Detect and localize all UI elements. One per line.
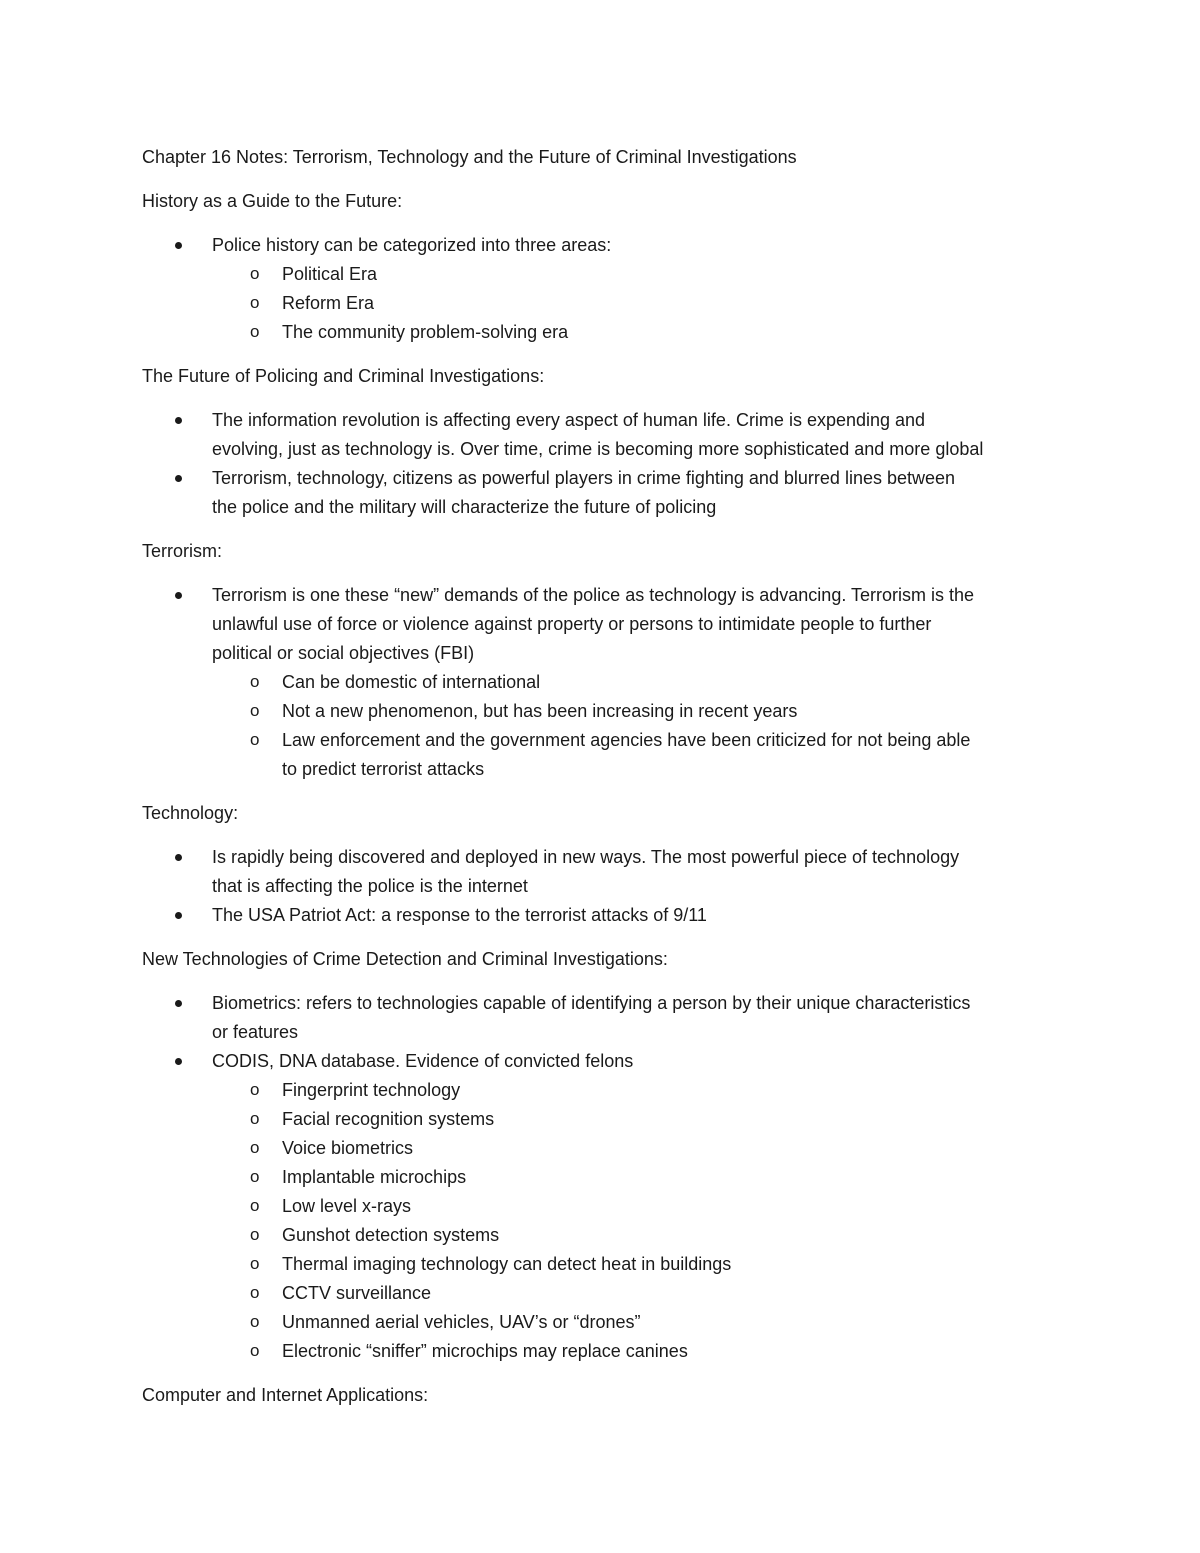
bullet-text: Terrorism is one these “new” demands of the police as technology is advancing. Terrorism is the — [212, 585, 975, 605]
sub-bullet-text: Thermal imaging technology can detect heat in buildings — [282, 1254, 732, 1274]
bullet-text: The USA Patriot Act: a response to the terrorist attacks of 9/11 — [212, 905, 707, 925]
sub-bullet-marker: o — [250, 672, 260, 691]
sub-bullet-marker: o — [250, 1167, 260, 1186]
bullet-text: Is rapidly being discovered and deployed in new ways. The most powerful piece of technology — [212, 847, 960, 867]
bullet-marker — [175, 417, 182, 424]
sub-bullet-marker: o — [250, 322, 260, 341]
sub-bullet-marker: o — [250, 1283, 260, 1302]
sub-bullet-marker: o — [250, 1080, 260, 1099]
sub-bullet-text: Unmanned aerial vehicles, UAV’s or “drones” — [282, 1312, 641, 1332]
sub-bullet-text: Not a new phenomenon, but has been increasing in recent years — [282, 701, 798, 721]
sub-bullet-marker: o — [250, 1225, 260, 1244]
bullet-text: Biometrics: refers to technologies capable of identifying a person by their unique characteristics — [212, 993, 971, 1013]
sub-bullet-marker: o — [250, 1254, 260, 1273]
bullet-marker — [175, 854, 182, 861]
sub-bullet-marker: o — [250, 701, 260, 720]
sub-bullet-text: Implantable microchips — [282, 1167, 467, 1187]
bullet-text: Police history can be categorized into three areas: — [212, 235, 612, 255]
section-heading: Computer and Internet Applications: — [142, 1385, 429, 1405]
bullet-text: the police and the military will characterize the future of policing — [212, 497, 717, 517]
sub-bullet-text: Reform Era — [282, 293, 375, 313]
sub-bullet-text: CCTV surveillance — [282, 1283, 432, 1303]
document-title: Chapter 16 Notes: Terrorism, Technology and the Future of Criminal Investigations — [142, 147, 797, 167]
bullet-text: CODIS, DNA database. Evidence of convicted felons — [212, 1051, 634, 1071]
sub-bullet-text: Law enforcement and the government agencies have been criticized for not being able — [282, 730, 971, 750]
sub-bullet-marker: o — [250, 1196, 260, 1215]
section-heading: Technology: — [142, 803, 239, 823]
sub-bullet-marker: o — [250, 293, 260, 312]
bullet-text: evolving, just as technology is. Over time, crime is becoming more sophisticated and more global — [212, 439, 984, 459]
bullet-marker — [175, 1000, 182, 1007]
sub-bullet-text: Fingerprint technology — [282, 1080, 461, 1100]
bullet-marker — [175, 592, 182, 599]
bullet-text: Terrorism, technology, citizens as powerful players in crime fighting and blurred lines between — [212, 468, 956, 488]
sub-bullet-text: Low level x-rays — [282, 1196, 412, 1216]
sub-bullet-text: Political Era — [282, 264, 378, 284]
bullet-text: unlawful use of force or violence against property or persons to intimidate people to further — [212, 614, 932, 634]
sub-bullet-marker: o — [250, 1312, 260, 1331]
bullet-text: that is affecting the police is the internet — [212, 876, 528, 896]
sub-bullet-text: Electronic “sniffer” microchips may replace canines — [282, 1341, 688, 1361]
sub-bullet-text: Facial recognition systems — [282, 1109, 495, 1129]
section-heading: The Future of Policing and Criminal Investigations: — [142, 366, 545, 386]
sub-bullet-text: to predict terrorist attacks — [282, 759, 485, 779]
bullet-marker — [175, 1058, 182, 1065]
bullet-text: or features — [212, 1022, 299, 1042]
section-heading: History as a Guide to the Future: — [142, 191, 403, 211]
sub-bullet-text: Can be domestic of international — [282, 672, 541, 692]
bullet-text: The information revolution is affecting every aspect of human life. Crime is expending and — [212, 410, 926, 430]
section-heading: New Technologies of Crime Detection and Criminal Investigations: — [142, 949, 668, 969]
sub-bullet-marker: o — [250, 264, 260, 283]
sub-bullet-text: The community problem-solving era — [282, 322, 569, 342]
bullet-marker — [175, 242, 182, 249]
sub-bullet-marker: o — [250, 730, 260, 749]
bullet-marker — [175, 475, 182, 482]
bullet-marker — [175, 912, 182, 919]
sub-bullet-marker: o — [250, 1341, 260, 1360]
bullet-text: political or social objectives (FBI) — [212, 643, 475, 663]
section-heading: Terrorism: — [142, 541, 222, 561]
sub-bullet-marker: o — [250, 1109, 260, 1128]
sub-bullet-text: Gunshot detection systems — [282, 1225, 500, 1245]
sub-bullet-marker: o — [250, 1138, 260, 1157]
sub-bullet-text: Voice biometrics — [282, 1138, 414, 1158]
